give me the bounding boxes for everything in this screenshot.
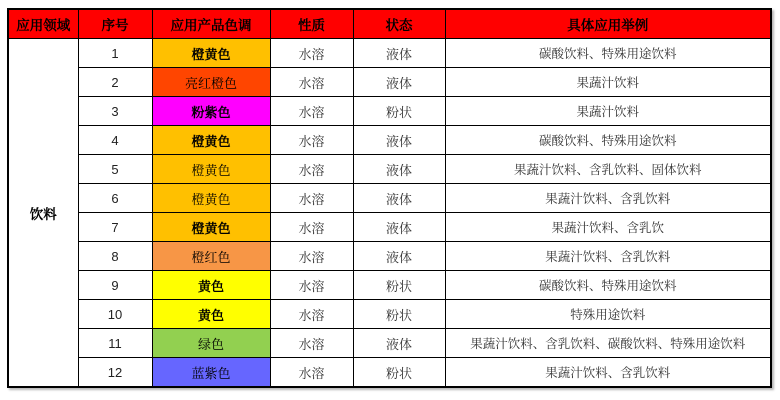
product-tone-cell: 橙黄色	[152, 126, 270, 155]
state-cell: 液体	[353, 329, 445, 358]
header-property: 性质	[270, 9, 353, 39]
header-state: 状态	[353, 9, 445, 39]
product-tone-cell: 黄色	[152, 271, 270, 300]
serial-number-cell: 11	[78, 329, 152, 358]
product-tone-cell: 粉紫色	[152, 97, 270, 126]
table-row	[8, 300, 771, 329]
state-cell: 粉状	[353, 358, 445, 388]
property-cell: 水溶	[270, 271, 353, 300]
table-row	[8, 242, 771, 271]
header-examples: 具体应用举例	[445, 9, 771, 39]
examples-cell: 碳酸饮料、特殊用途饮料	[445, 271, 771, 300]
product-tone-cell: 亮红橙色	[152, 68, 270, 97]
property-cell: 水溶	[270, 126, 353, 155]
table-row	[8, 329, 771, 358]
serial-number-cell: 7	[78, 213, 152, 242]
product-tone-cell: 蓝紫色	[152, 358, 270, 388]
header-row	[8, 9, 771, 39]
state-cell: 粉状	[353, 300, 445, 329]
examples-cell: 果蔬汁饮料、含乳饮料、固体饮料	[445, 155, 771, 184]
product-tone-cell: 橙红色	[152, 242, 270, 271]
state-cell: 粉状	[353, 97, 445, 126]
state-cell: 液体	[353, 184, 445, 213]
state-cell: 液体	[353, 39, 445, 68]
serial-number-cell: 8	[78, 242, 152, 271]
examples-cell: 果蔬汁饮料、含乳饮	[445, 213, 771, 242]
table-row	[8, 358, 771, 388]
state-cell: 液体	[353, 242, 445, 271]
property-cell: 水溶	[270, 39, 353, 68]
examples-cell: 果蔬汁饮料、含乳饮料	[445, 184, 771, 213]
serial-number-cell: 9	[78, 271, 152, 300]
examples-cell: 果蔬汁饮料、含乳饮料	[445, 242, 771, 271]
property-cell: 水溶	[270, 97, 353, 126]
property-cell: 水溶	[270, 68, 353, 97]
examples-cell: 果蔬汁饮料、含乳饮料、碳酸饮料、特殊用途饮料	[445, 329, 771, 358]
table-row	[8, 97, 771, 126]
serial-number-cell: 1	[78, 39, 152, 68]
property-cell: 水溶	[270, 155, 353, 184]
property-cell: 水溶	[270, 300, 353, 329]
serial-number-cell: 4	[78, 126, 152, 155]
examples-cell: 碳酸饮料、特殊用途饮料	[445, 126, 771, 155]
property-cell: 水溶	[270, 358, 353, 388]
examples-cell: 果蔬汁饮料、含乳饮料	[445, 358, 771, 388]
product-tone-cell: 橙黄色	[152, 213, 270, 242]
state-cell: 粉状	[353, 271, 445, 300]
serial-number-cell: 10	[78, 300, 152, 329]
serial-number-cell: 5	[78, 155, 152, 184]
table-row	[8, 213, 771, 242]
table-row	[8, 68, 771, 97]
product-tone-cell: 橙黄色	[152, 39, 270, 68]
state-cell: 液体	[353, 155, 445, 184]
table-row	[8, 271, 771, 300]
serial-number-cell: 3	[78, 97, 152, 126]
header-serial-number: 序号	[78, 9, 152, 39]
product-tone-cell: 黄色	[152, 300, 270, 329]
table-row	[8, 184, 771, 213]
product-tone-cell: 橙黄色	[152, 155, 270, 184]
property-cell: 水溶	[270, 242, 353, 271]
serial-number-cell: 2	[78, 68, 152, 97]
product-tone-cell: 橙黄色	[152, 184, 270, 213]
examples-cell: 碳酸饮料、特殊用途饮料	[445, 39, 771, 68]
header-product-tone: 应用产品色调	[152, 9, 270, 39]
property-cell: 水溶	[270, 213, 353, 242]
property-cell: 水溶	[270, 184, 353, 213]
state-cell: 液体	[353, 126, 445, 155]
product-tone-cell: 绿色	[152, 329, 270, 358]
serial-number-cell: 12	[78, 358, 152, 388]
state-cell: 液体	[353, 68, 445, 97]
table-header	[8, 9, 771, 39]
state-cell: 液体	[353, 213, 445, 242]
table-row	[8, 39, 771, 68]
table-body	[8, 39, 771, 388]
property-cell: 水溶	[270, 329, 353, 358]
examples-cell: 果蔬汁饮料	[445, 68, 771, 97]
examples-cell: 果蔬汁饮料	[445, 97, 771, 126]
table-row	[8, 155, 771, 184]
examples-cell: 特殊用途饮料	[445, 300, 771, 329]
application-field-cell: 饮料	[8, 39, 78, 388]
application-color-table	[7, 8, 772, 388]
header-application-field: 应用领域	[8, 9, 78, 39]
table-row	[8, 126, 771, 155]
serial-number-cell: 6	[78, 184, 152, 213]
